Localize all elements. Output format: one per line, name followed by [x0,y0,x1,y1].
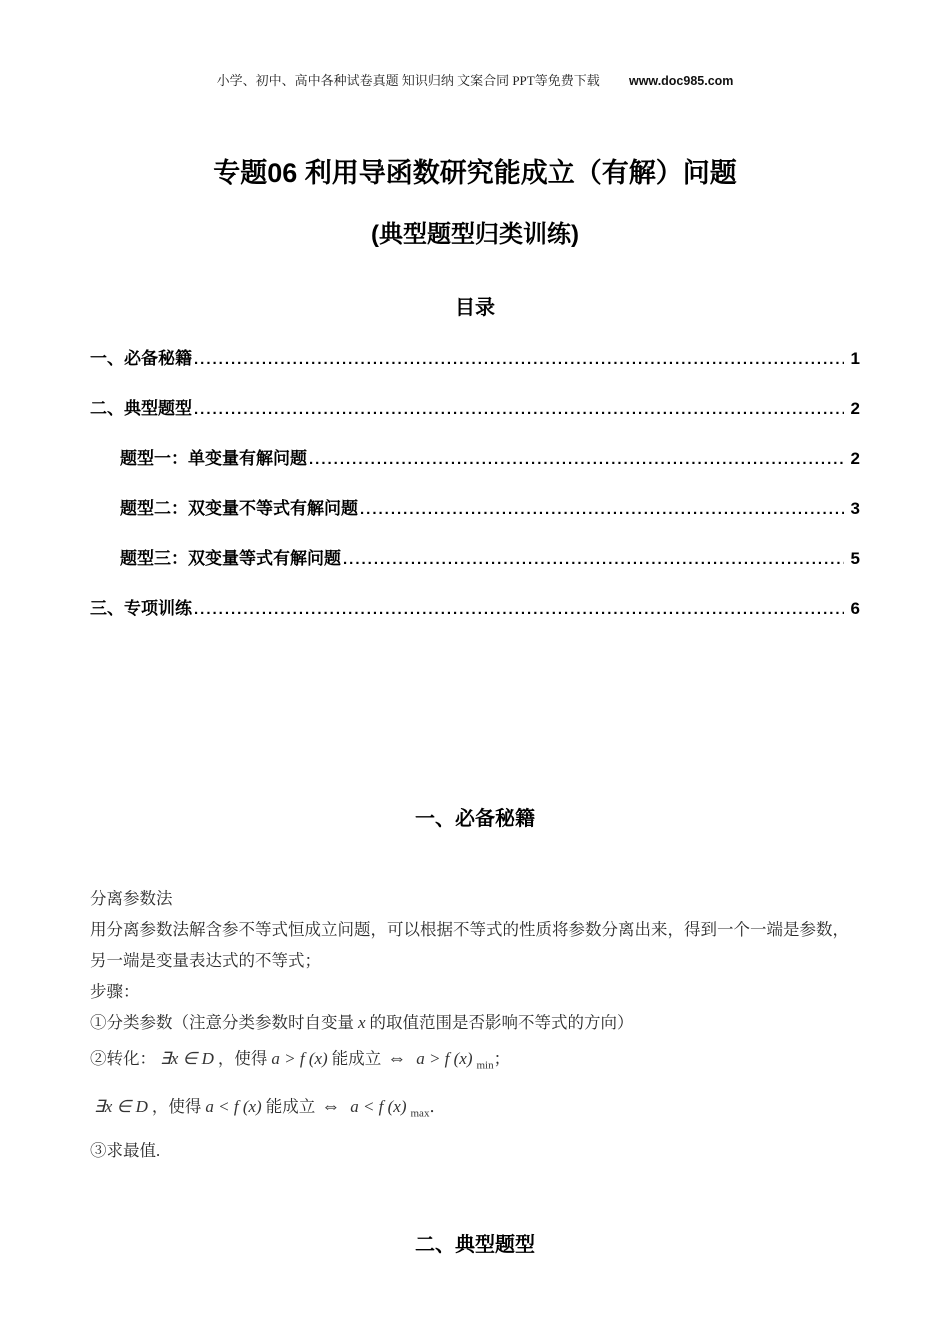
toc-page-number: 2 [850,449,860,468]
toc-item-tixing-1[interactable] [90,444,860,494]
subscript-min: min [476,1059,494,1072]
steps-label: 步骤： [90,982,140,1001]
step3-text-end: ． [429,1097,446,1117]
toc-item-tixing-2[interactable] [90,494,860,544]
toc-item-label: 二、典型题型 [90,399,192,418]
step1-text-pre: ①分类参数（注意分类参数时自变量 [90,1013,354,1032]
step1-line [90,1007,860,1038]
math-a-gt-fx-min: a > f (x) [416,1049,473,1068]
section1-heading: 一、必备秘籍 [415,808,535,830]
method-description: 用分离参数法解含参不等式恒成立问题，可以根据不等式的性质将参数分离出来，得到一个一端是参数，另一端是变量表达式的不等式； [90,920,849,970]
step2-text-end: ； [493,1049,511,1068]
toc-item-dianxing-tixing[interactable] [90,394,860,444]
toc-page-number: 2 [850,399,860,418]
math-a-lt-fx: a < f (x) [205,1097,262,1117]
toc-leader-dots [343,551,844,568]
step3-text-2: 能成立 [265,1097,316,1117]
doc-title: 专题06 利用导函数研究能成立（有解）问题 [213,158,737,188]
math-a-lt-fx-max: a < f (x) [350,1097,407,1117]
doc-subtitle: (典型题型归类训练) [371,221,579,248]
toc-leader-dots [194,401,844,418]
toc-item-label: 题型二：双变量不等式有解问题 [120,499,358,518]
toc-page-number: 6 [850,599,860,618]
toc-item-label: 题型一：单变量有解问题 [120,449,307,468]
iff-symbol: ⇔ [387,1048,407,1069]
method-name-line: 分离参数法 [90,889,173,908]
toc-page-number: 5 [850,549,860,568]
toc-page-number: 3 [850,499,860,518]
page-header [90,0,860,89]
math-exists-x-in-D: ∃x ∈ D [94,1097,148,1117]
toc-leader-dots [360,501,844,518]
step2-text-pre: ②转化： [90,1049,156,1068]
iff-symbol: ⇔ [321,1096,341,1118]
header-text: 小学、初中、高中各种试卷真题 知识归纳 文案合同 PPT等免费下载 [216,73,600,88]
toc-item-label: 题型三：双变量等式有解问题 [120,549,341,568]
toc-leader-dots [194,601,844,618]
step2-text-1: ，使得 [217,1049,268,1068]
toc-item-zhuanxiang-xunlian[interactable] [90,594,860,644]
toc-page-number: 1 [850,349,860,368]
step1-text-post: 的取值范围是否影响不等式的方向） [369,1013,634,1032]
toc-item-label: 三、专项训练 [90,599,192,618]
math-a-gt-fx: a > f (x) [271,1049,328,1068]
subscript-max: max [410,1107,430,1120]
toc-leader-dots [309,451,844,468]
header-url-link[interactable]: www.doc985.com [628,74,734,88]
toc-leader-dots [194,351,844,368]
step4-line: ③求最值. [90,1140,161,1160]
table-of-contents [90,344,860,644]
toc-item-label: 一、必备秘籍 [90,349,192,368]
section1-body [90,883,860,1166]
step3-line [90,1086,860,1134]
math-var-x: x [358,1013,366,1032]
math-exists-x-in-D: ∃x ∈ D [160,1049,214,1068]
toc-heading: 目录 [455,297,495,319]
toc-item-tixing-3[interactable] [90,544,860,594]
step2-line [90,1038,860,1086]
step3-text-1: ，使得 [151,1097,202,1117]
step2-text-2: 能成立 [331,1049,382,1068]
section2-heading: 二、典型题型 [415,1233,535,1256]
toc-item-bibei-miji[interactable] [90,344,860,394]
